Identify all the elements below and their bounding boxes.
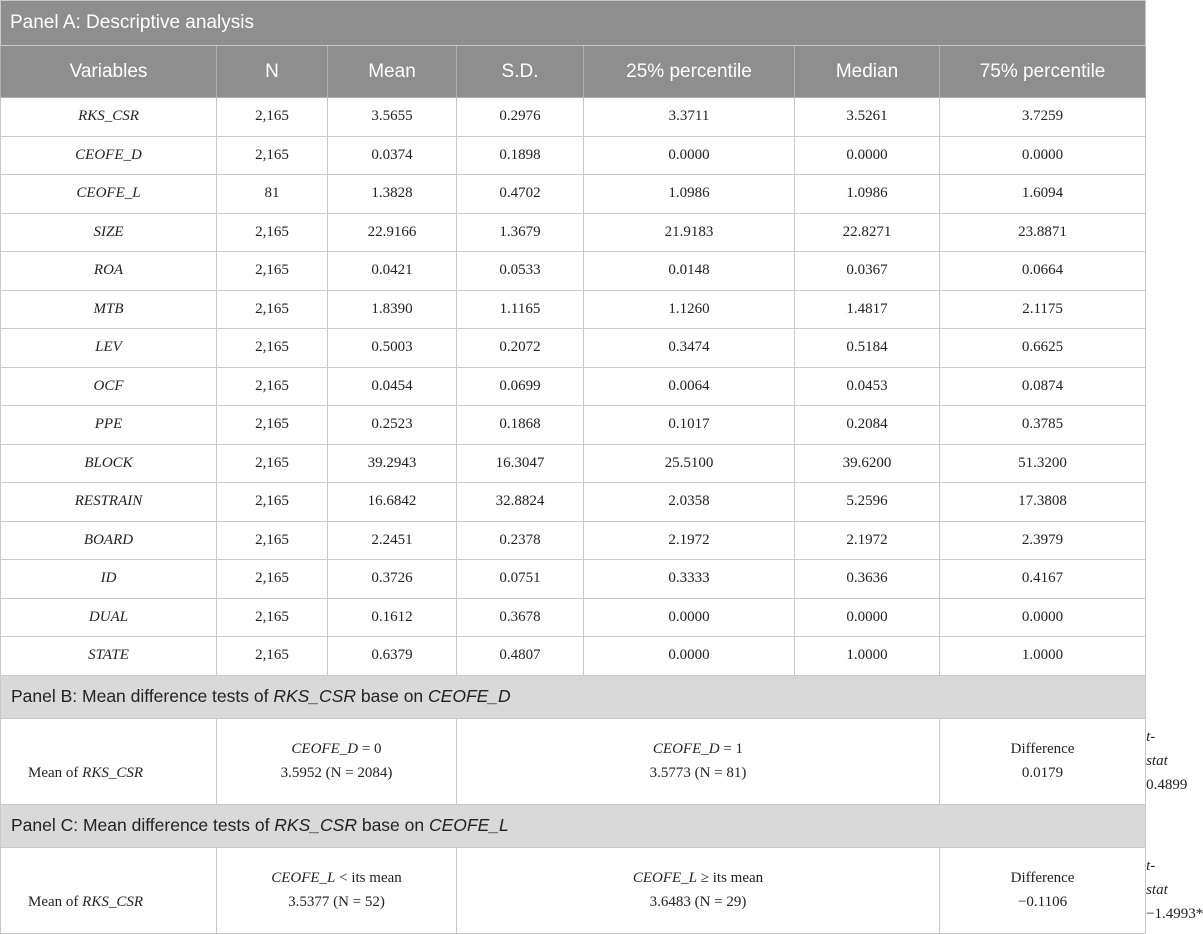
table-cell: 0.5003 [328,329,457,368]
table-cell: 3.5261 [795,98,940,137]
table-row [1,406,1146,445]
column-header: N [217,46,328,98]
panel-a-body [1,98,1146,676]
table-cell: 0.0000 [940,598,1146,637]
table-cell: 2.1175 [940,290,1146,329]
table-row [1,136,1146,175]
table-cell: 0.0000 [584,598,795,637]
panel-b-difference: Difference 0.0179 [940,718,1146,804]
table-cell: 1.3679 [457,213,584,252]
table-cell: 1.0986 [584,175,795,214]
variable-name: DUAL [1,598,217,637]
table-cell: 0.0000 [940,136,1146,175]
table-cell: 2.2451 [328,521,457,560]
variable-name: OCF [1,367,217,406]
table-row [1,521,1146,560]
table-cell: 2,165 [217,560,328,599]
table-cell: 0.3333 [584,560,795,599]
table-cell: 1.1165 [457,290,584,329]
table-cell: 0.2976 [457,98,584,137]
table-cell: 0.2378 [457,521,584,560]
table-cell: 0.0751 [457,560,584,599]
table-cell: 0.1017 [584,406,795,445]
panel-c-difference: Difference −0.1106 [940,847,1146,933]
panel-c-title: Panel C: Mean difference tests of RKS_CSR base on CEOFE_L [1,804,1146,847]
table-cell: 0.0874 [940,367,1146,406]
panel-b-row: Mean of RKS_CSR CEOFE_D = 0 3.5952 (N = 2084) CEOFE_D = 1 3.5773 (N = 81) Difference 0.0179 t-stat 0.4899 [1,718,1146,804]
column-header: Variables [1,46,217,98]
table-cell: 1.0000 [795,637,940,676]
variable-name: ID [1,560,217,599]
table-row [1,213,1146,252]
table-row [1,637,1146,676]
panel-b-row-label: Mean of RKS_CSR [1,718,217,804]
table-cell: 2.3979 [940,521,1146,560]
panel-b-title: Panel B: Mean difference tests of RKS_CSR base on CEOFE_D [1,675,1146,718]
table-cell: 2.0358 [584,483,795,522]
table-cell: 1.3828 [328,175,457,214]
table-cell: 0.0374 [328,136,457,175]
variable-name: SIZE [1,213,217,252]
table-cell: 0.0000 [795,598,940,637]
table-cell: 2,165 [217,406,328,445]
table-cell: 2,165 [217,290,328,329]
table-cell: 2,165 [217,136,328,175]
table-cell: 0.3785 [940,406,1146,445]
table-row [1,290,1146,329]
table-cell: 0.1898 [457,136,584,175]
variable-name: CEOFE_L [1,175,217,214]
column-header: 25% percentile [584,46,795,98]
table-cell: 0.0453 [795,367,940,406]
table-cell: 0.0000 [584,136,795,175]
table-cell: 16.6842 [328,483,457,522]
table-cell: 0.0367 [795,252,940,291]
table-cell: 2,165 [217,329,328,368]
table-cell: 51.3200 [940,444,1146,483]
table-cell: 1.4817 [795,290,940,329]
table-cell: 5.2596 [795,483,940,522]
column-header: Median [795,46,940,98]
variable-name: MTB [1,290,217,329]
table-cell: 0.0064 [584,367,795,406]
table-cell: 0.2072 [457,329,584,368]
table-cell: 0.1868 [457,406,584,445]
table-cell: 1.0986 [795,175,940,214]
table-cell: 0.6379 [328,637,457,676]
table-cell: 0.0148 [584,252,795,291]
table-cell: 1.1260 [584,290,795,329]
table-cell: 0.5184 [795,329,940,368]
table-cell: 2.1972 [584,521,795,560]
table-row [1,483,1146,522]
column-header: S.D. [457,46,584,98]
table-cell: 2,165 [217,252,328,291]
header-row [1,46,1146,98]
column-header: Mean [328,46,457,98]
table-cell: 22.9166 [328,213,457,252]
variable-name: STATE [1,637,217,676]
table-cell: 3.7259 [940,98,1146,137]
table-cell: 0.4807 [457,637,584,676]
table-row [1,367,1146,406]
variable-name: RKS_CSR [1,98,217,137]
table-cell: 2,165 [217,213,328,252]
table-cell: 0.4167 [940,560,1146,599]
table-cell: 0.0699 [457,367,584,406]
table-cell: 0.1612 [328,598,457,637]
table-cell: 3.5655 [328,98,457,137]
table-cell: 0.0421 [328,252,457,291]
table-row [1,329,1146,368]
table-cell: 17.3808 [940,483,1146,522]
table-cell: 32.8824 [457,483,584,522]
table-cell: 39.6200 [795,444,940,483]
table-cell: 2.1972 [795,521,940,560]
table-cell: 3.3711 [584,98,795,137]
table-cell: 1.8390 [328,290,457,329]
table-cell: 81 [217,175,328,214]
table-cell: 21.9183 [584,213,795,252]
table-cell: 39.2943 [328,444,457,483]
table-cell: 0.2523 [328,406,457,445]
table-cell: 16.3047 [457,444,584,483]
table-cell: 1.0000 [940,637,1146,676]
variable-name: BLOCK [1,444,217,483]
panel-c-row-label: Mean of RKS_CSR [1,847,217,933]
table-cell: 2,165 [217,483,328,522]
table-row [1,560,1146,599]
table-cell: 2,165 [217,598,328,637]
table-cell: 22.8271 [795,213,940,252]
table-cell: 0.0000 [795,136,940,175]
table-cell: 23.8871 [940,213,1146,252]
table-cell: 2,165 [217,444,328,483]
variable-name: CEOFE_D [1,136,217,175]
table-row [1,444,1146,483]
variable-name: RESTRAIN [1,483,217,522]
table-cell: 0.3726 [328,560,457,599]
table-cell: 2,165 [217,98,328,137]
panel-b-group1: CEOFE_D = 0 3.5952 (N = 2084) [217,718,457,804]
table-cell: 1.6094 [940,175,1146,214]
table-row [1,98,1146,137]
table-cell: 0.0454 [328,367,457,406]
table-cell: 0.3678 [457,598,584,637]
table-cell: 2,165 [217,521,328,560]
table-row [1,175,1146,214]
variable-name: ROA [1,252,217,291]
table-row [1,252,1146,291]
table-cell: 0.0000 [584,637,795,676]
variable-name: PPE [1,406,217,445]
table-cell: 0.3636 [795,560,940,599]
panel-c-row: Mean of RKS_CSR CEOFE_L < its mean 3.5377 (N = 52) CEOFE_L ≥ its mean 3.6483 (N = 29) Difference −0.1106 t-stat −1.4993* [1,847,1146,933]
table-cell: 0.0533 [457,252,584,291]
panel-a-title: Panel A: Descriptive analysis [1,1,1146,46]
table-cell: 0.4702 [457,175,584,214]
table-cell: 0.3474 [584,329,795,368]
table-cell: 25.5100 [584,444,795,483]
panel-c-group2: CEOFE_L ≥ its mean 3.6483 (N = 29) [457,847,940,933]
table-row [1,598,1146,637]
panel-b-group2: CEOFE_D = 1 3.5773 (N = 81) [457,718,940,804]
panel-c-group1: CEOFE_L < its mean 3.5377 (N = 52) [217,847,457,933]
table-cell: 0.6625 [940,329,1146,368]
variable-name: BOARD [1,521,217,560]
table-cell: 0.0664 [940,252,1146,291]
variable-name: LEV [1,329,217,368]
panel-c-title-row [1,804,1146,847]
column-header: 75% percentile [940,46,1146,98]
table-cell: 2,165 [217,637,328,676]
table-cell: 2,165 [217,367,328,406]
panel-b-title-row [1,675,1146,718]
table-cell: 0.2084 [795,406,940,445]
